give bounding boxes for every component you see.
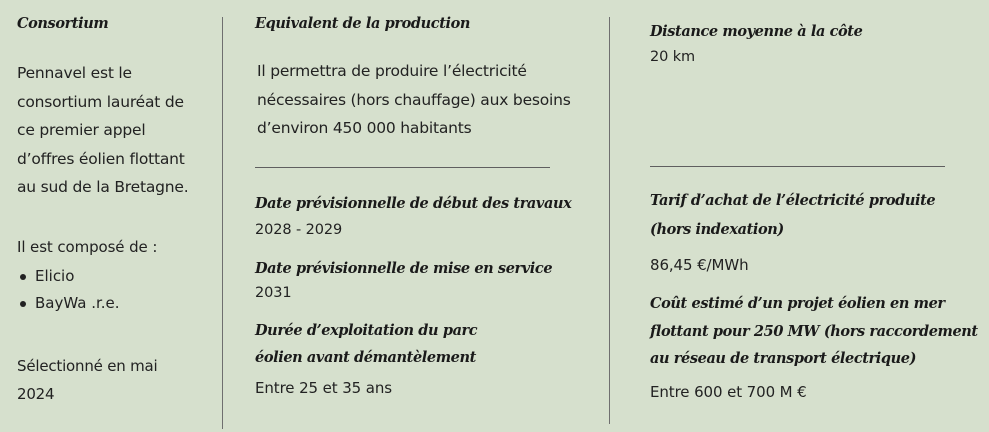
distance-value: 20 km: [650, 49, 696, 65]
selection-date: [17, 352, 158, 408]
equivalent-line: nécessaires (hors chauffage) aux besoins: [257, 90, 571, 109]
consortium-heading: Consortium: [17, 15, 109, 32]
middle-horizontal-rule: [255, 167, 550, 168]
duration-value: Entre 25 et 35 ans: [255, 379, 393, 397]
consortium-description-line: d’offres éolien flottant: [17, 149, 185, 168]
consortium-description: [17, 59, 188, 202]
member-item: Elicio: [17, 263, 120, 290]
selection-date-line: Sélectionné en mai: [17, 357, 158, 375]
consortium-description-line: Pennavel est le: [17, 64, 132, 82]
equivalent-line: d’environ 450 000 habitants: [257, 119, 472, 137]
tariff-value: 86,45 €/MWh: [650, 256, 749, 274]
consortium-description-line: ce premier appel: [17, 121, 146, 139]
cost-heading: au réseau de transport électrique): [650, 350, 917, 367]
consortium-description-line: au sud de la Bretagne.: [17, 178, 189, 196]
tariff-heading: Tarif d’achat de l’électricité produite: [650, 192, 936, 209]
selection-date-line: 2024: [17, 385, 55, 403]
cost-heading: flottant pour 250 MW (hors raccordement: [650, 323, 978, 340]
start-date-value: 2028 - 2029: [255, 222, 343, 238]
member-list: [17, 263, 120, 317]
service-date-value: 2031: [255, 285, 292, 301]
duration-heading: éolien avant démantèlement: [255, 349, 476, 366]
equivalent-line: Il permettra de produire l’électricité: [257, 62, 527, 80]
right-horizontal-rule: [650, 166, 945, 167]
service-date-heading: Date prévisionnelle de mise en service: [255, 260, 553, 277]
distance-heading: Distance moyenne à la côte: [650, 23, 863, 40]
composed-label: Il est composé de :: [17, 238, 158, 256]
consortium-description-line: consortium lauréat de: [17, 92, 184, 111]
cost-heading: Coût estimé d’un projet éolien en mer: [650, 295, 945, 312]
cost-value: Entre 600 et 700 M €: [650, 383, 807, 401]
equivalent-description: [257, 57, 571, 143]
member-item: BayWa .r.e.: [17, 290, 120, 317]
start-date-heading: Date prévisionnelle de début des travaux: [255, 195, 572, 212]
equivalent-heading: Equivalent de la production: [255, 15, 471, 32]
column-divider-left: [222, 17, 223, 429]
column-divider-right: [609, 17, 610, 424]
duration-heading: Durée d’exploitation du parc: [255, 322, 478, 339]
tariff-heading: (hors indexation): [650, 221, 784, 238]
